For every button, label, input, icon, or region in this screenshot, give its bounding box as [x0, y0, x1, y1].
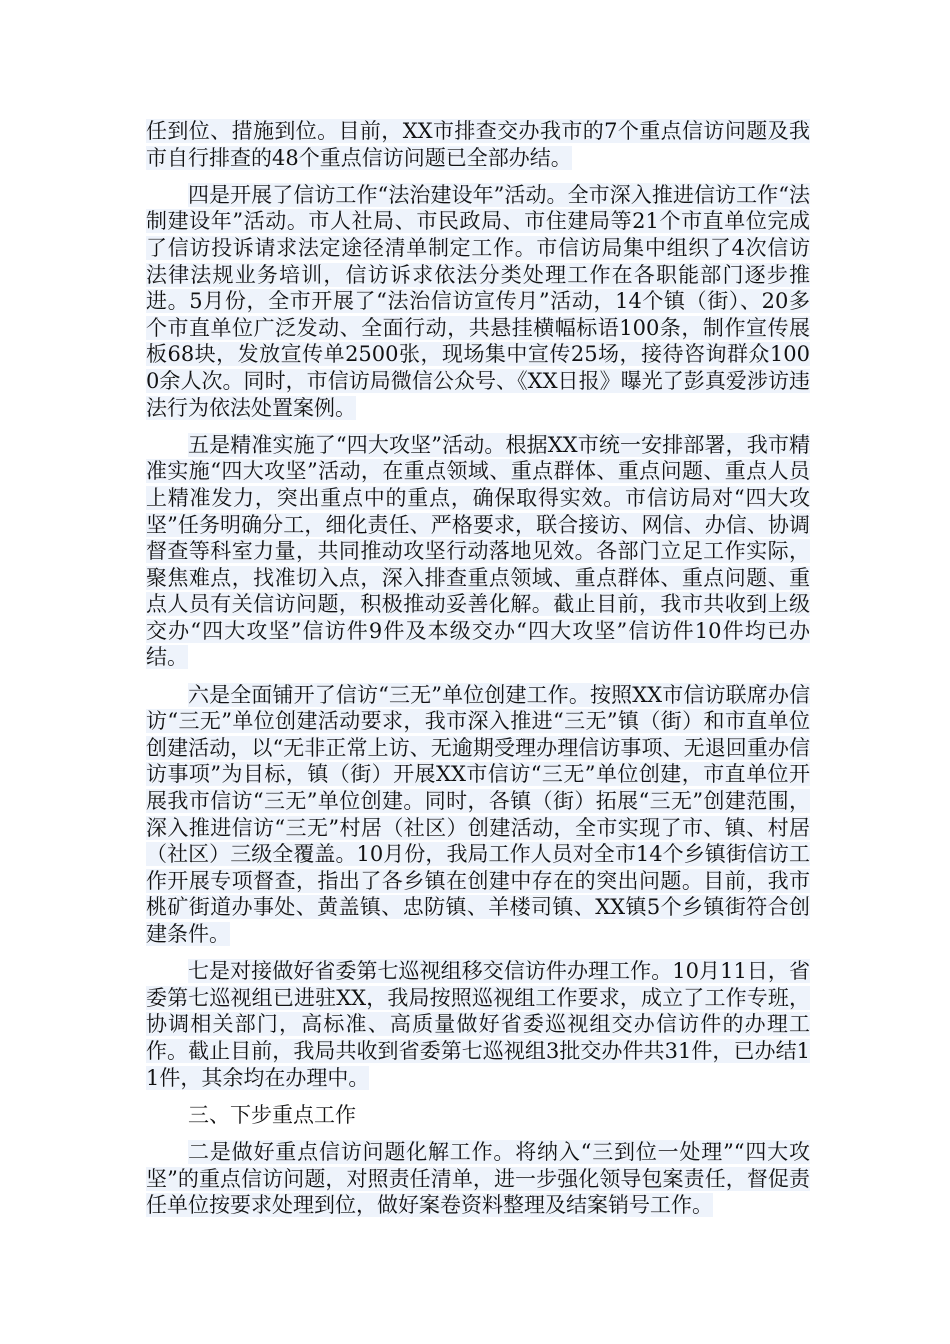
paragraph-continuation [146, 118, 810, 171]
paragraph-text: 二是做好重点信访问题化解工作。将纳入“三到位一处理”“四大攻坚”的重点信访问题，对照责任清单，进一步强化领导包案责任，督促责任单位按要求处理到位，做好案卷资料整理及结案销号工作。 [146, 1139, 810, 1218]
paragraph-text: 任到位、措施到位。目前，XX市排查交办我市的7个重点信访问题及我市自行排查的48个重点信访问题已全部办结。 [146, 119, 810, 170]
paragraph-text: 五是精准实施了“四大攻坚”活动。根据XX市统一安排部署，我市精准实施“四大攻坚”活动，在重点领域、重点群体、重点问题、重点人员上精准发力，突出重点中的重点，确保取得实效。市信访局对“四大攻坚”任务明确分工，细化责任、严格要求，联合接访、网信、办信、协调督查等科室力量，共同推动攻坚行动落地见效。各部门立足工作实际，聚焦难点，找准切入点，深入排查重点领域、重点群体、重点问题、重点人员有关信访问题，积极推动妥善化解。截止目前，我市共收到上级交办“四大攻坚”信访件9件及本级交办“四大攻坚”信访件10件均已办结。 [146, 432, 810, 670]
paragraph-inspection-group [146, 958, 810, 1091]
document-body [146, 118, 810, 1229]
paragraph-key-issues [146, 1139, 810, 1219]
paragraph-four-campaigns [146, 432, 810, 671]
paragraph-text: 七是对接做好省委第七巡视组移交信访件办理工作。10月11日，省委第七巡视组已进驻XX，我局按照巡视组工作要求，成立了工作专班，协调相关部门，高标准、高质量做好省委巡视组交办信访件的办理工作。截止目前，我局共收到省委第七巡视组3批交办件共31件，已办结11件，其余均在办理中。 [146, 959, 810, 1090]
paragraph-text: 四是开展了信访工作“法治建设年”活动。全市深入推进信访工作“法制建设年”活动。市人社局、市民政局、市住建局等21个市直单位完成了信访投诉请求法定途径清单制定工作。市信访局集中组织了4次信访法律法规业务培训，信访诉求依法分类处理工作在各职能部门逐步推进。5月份，全市开展了“法治信访宣传月”活动，14个镇（街）、20多个市直单位广泛发动、全面行动，共悬挂横幅标语100条，制作宣传展板68块，发放宣传单2500张，现场集中宣传25场，接待咨询群众1000余人次。同时，市信访局微信公众号、《XX日报》曝光了彭真爱涉访违法行为依法处置案例。 [146, 182, 810, 420]
heading-text: 三、下步重点工作 [188, 1102, 356, 1127]
section-heading-next-steps [146, 1102, 810, 1129]
paragraph-rule-of-law-year [146, 182, 810, 421]
paragraph-text: 六是全面铺开了信访“三无”单位创建工作。按照XX市信访联席办信访“三无”单位创建活动要求，我市深入推进“三无”镇（街）和市直单位创建活动，以“无非正常上访、无逾期受理办理信访事项、无退回重办信访事项”为目标，镇（街）开展XX市信访“三无”单位创建，市直单位开展我市信访“三无”单位创建。同时，各镇（街）拓展“三无”创建范围，深入推进信访“三无”村居（社区）创建活动，全市实现了市、镇、村居（社区）三级全覆盖。10月份，我局工作人员对全市14个乡镇街信访工作开展专项督查，指出了各乡镇在创建中存在的突出问题。目前，我市桃矿街道办事处、黄盖镇、忠防镇、羊楼司镇、XX镇5个乡镇街符合创建条件。 [146, 682, 810, 946]
paragraph-three-none-units [146, 682, 810, 948]
